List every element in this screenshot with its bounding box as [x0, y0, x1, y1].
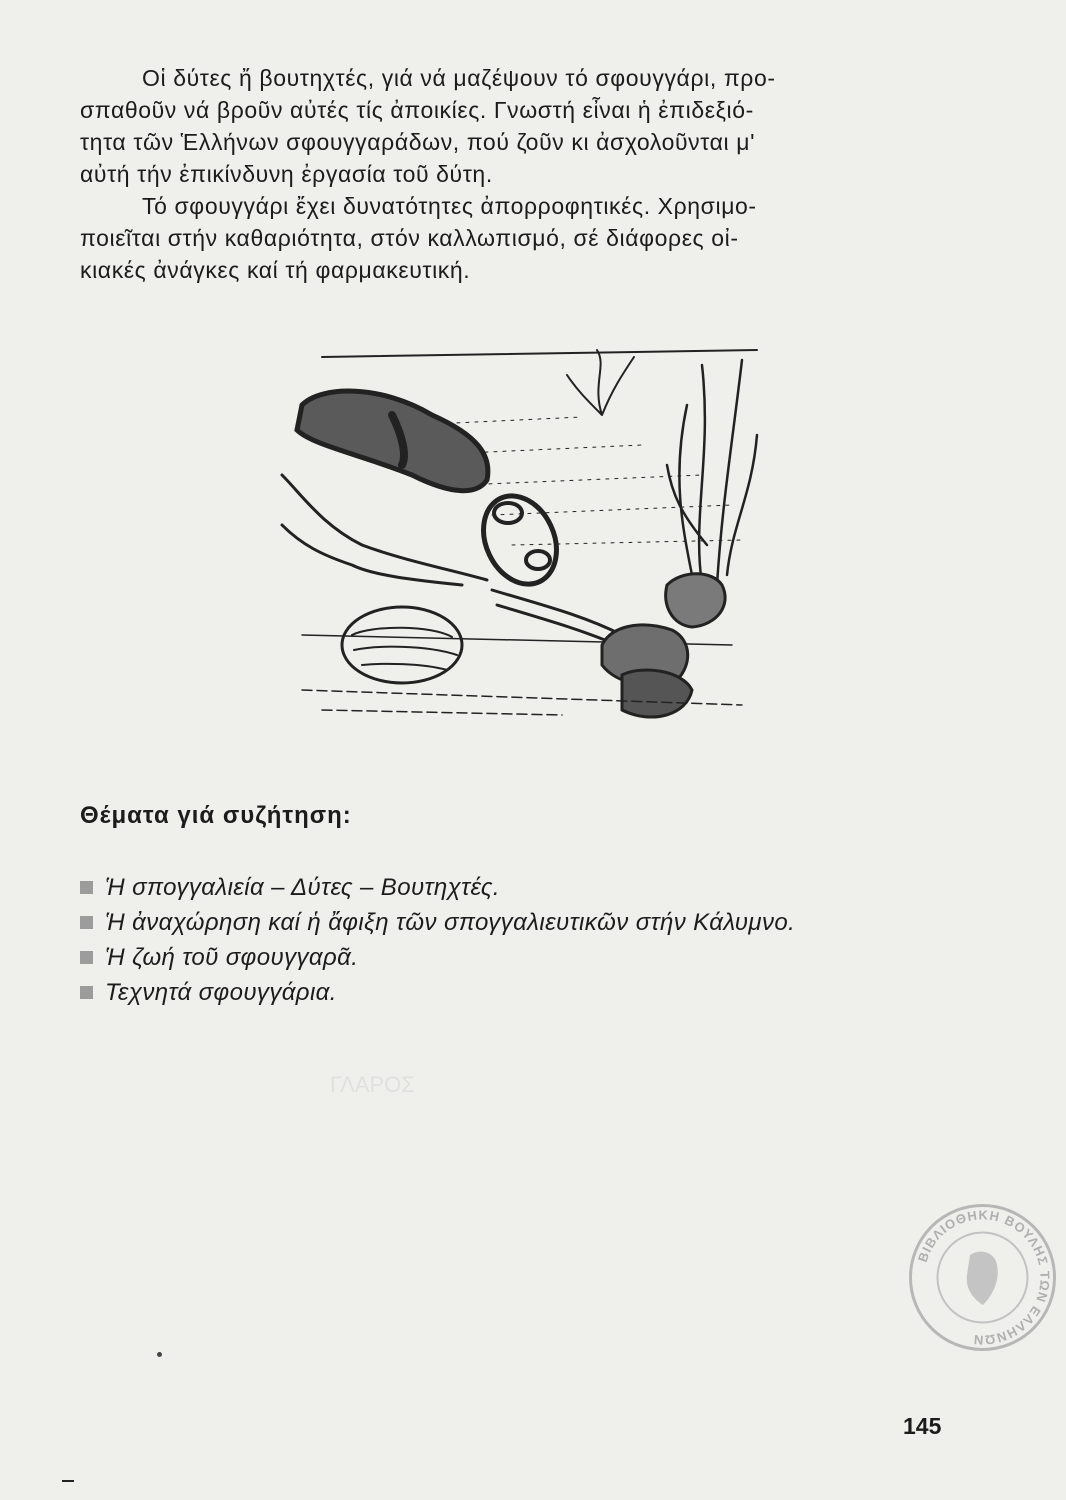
page-number: 145: [903, 1413, 942, 1439]
margin-dash: [62, 1480, 74, 1482]
svg-text:ΒΙΒΛΙΟΘΗΚΗ ΒΟΥΛΗΣ ΤΩΝ ΕΛΛΗΝΩΝ: ΒΙΒΛΙΟΘΗΚΗ ΒΟΥΛΗΣ ΤΩΝ ΕΛΛΗΝΩΝ: [914, 1207, 1053, 1348]
list-item-text: Ἡ σπογγαλιεία – Δύτες – Βουτηχτές.: [105, 874, 500, 901]
paragraph-uses: [80, 190, 940, 286]
discussion-list: [80, 870, 980, 1010]
paragraph-divers: [80, 62, 940, 190]
list-item: [80, 870, 980, 905]
list-item-text: Ἡ ζωή τοῦ σφουγγαρᾶ.: [105, 944, 359, 971]
diver-illustration: [262, 345, 760, 740]
square-bullet-icon: [80, 951, 93, 964]
list-item: [80, 940, 980, 975]
bleed-through-text: ΓΛΑΡΟΣ: [330, 1072, 415, 1097]
body-text: [80, 62, 940, 286]
discussion-topics: [80, 802, 980, 1010]
paragraph-line: Τό σφουγγάρι ἔχει δυνατότητες ἀπορροφητικές. Χρησιμο-: [142, 193, 757, 219]
paragraph-line: Οἱ δύτες ἤ βουτηχτές, γιά νά μαζέψουν τό σφουγγάρι, προ-: [142, 65, 776, 91]
list-item: [80, 905, 980, 940]
list-item-text: Ἡ ἀναχώρηση καί ἡ ἄφιξη τῶν σπογγαλιευτικῶν στήν Κάλυμνο.: [105, 909, 796, 936]
ink-dot: [157, 1352, 162, 1357]
paragraph-line: ποιεῖται στήν καθαριότητα, στόν καλλωπισμό, σέ διάφορες οἰ-: [80, 225, 739, 251]
square-bullet-icon: [80, 881, 93, 894]
square-bullet-icon: [80, 916, 93, 929]
discussion-heading: Θέματα γιά συζήτηση:: [80, 802, 352, 829]
paragraph-line: αὐτή τήν ἐπικίνδυνη ἐργασία τοῦ δύτη.: [80, 161, 493, 187]
paragraph-line: τητα τῶν Ἑλλήνων σφουγγαράδων, πού ζοῦν κι ἀσχολοῦνται μ': [80, 129, 756, 155]
paragraph-line: κιακές ἀνάγκες καί τή φαρμακευτική.: [80, 257, 471, 283]
square-bullet-icon: [80, 986, 93, 999]
paragraph-line: σπαθοῦν νά βροῦν αὐτές τίς ἀποικίες. Γνωστή εἶναι ἡ ἐπιδεξιό-: [80, 97, 754, 123]
list-item-text: Τεχνητά σφουγγάρια.: [105, 979, 337, 1006]
list-item: [80, 975, 980, 1010]
library-stamp: [905, 1200, 1060, 1355]
